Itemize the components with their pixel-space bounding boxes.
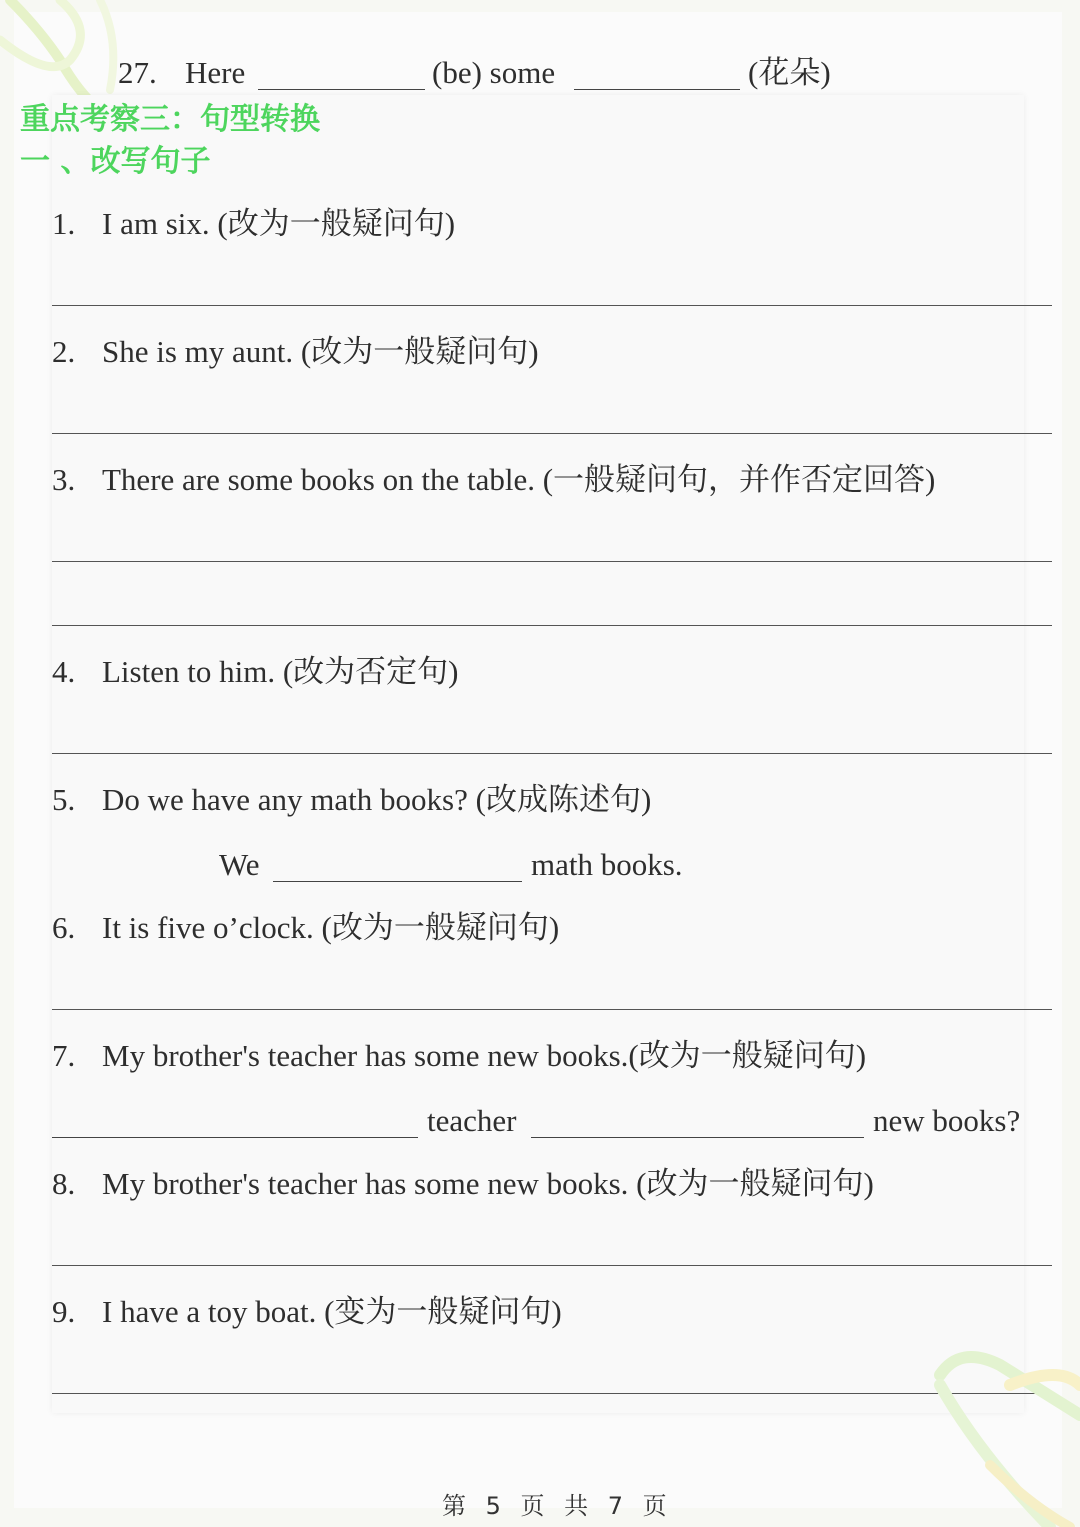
question-5-fill-end: math books. [531, 847, 683, 882]
question-2-number: 2. [52, 334, 76, 369]
item-27-blank-2[interactable] [574, 89, 740, 90]
answer-line-3b[interactable] [52, 625, 1052, 626]
answer-line-4[interactable] [52, 753, 1052, 754]
question-5-text: Do we have any math books? (改成陈述句) [102, 782, 652, 817]
item-27-text-here: Here [185, 55, 246, 90]
question-2-text: She is my aunt. (改为一般疑问句) [102, 334, 539, 369]
question-7-blank-2[interactable] [531, 1137, 864, 1138]
answer-line-3a[interactable] [52, 561, 1052, 562]
question-4-number: 4. [52, 654, 76, 689]
question-4-text: Listen to him. (改为否定句) [102, 654, 459, 689]
answer-line-6[interactable] [52, 1009, 1052, 1010]
page-number-footer: 第 5 页 共 7 页 [442, 1492, 673, 1520]
question-6-number: 6. [52, 910, 76, 945]
question-7-fill-mid: teacher [427, 1103, 517, 1138]
question-1-text: I am six. (改为一般疑问句) [102, 206, 456, 241]
question-5-number: 5. [52, 782, 76, 817]
question-7-number: 7. [52, 1038, 76, 1073]
question-3-number: 3. [52, 462, 76, 497]
section-subtitle: 一 、改写句子 [20, 144, 211, 179]
question-7-fill-end: new books? [873, 1103, 1021, 1138]
exercise-card [52, 95, 1024, 1413]
answer-line-9[interactable] [52, 1393, 1052, 1394]
question-7-text: My brother's teacher has some new books.(改为一般疑问句) [102, 1038, 867, 1073]
question-7-blank-1[interactable] [52, 1137, 418, 1138]
item-27-number: 27. [118, 55, 157, 90]
answer-line-8[interactable] [52, 1265, 1052, 1266]
question-3-text: There are some books on the table. (一般疑问句，并作否定回答) [102, 462, 936, 497]
question-5-fill-start: We [219, 847, 260, 882]
question-9-number: 9. [52, 1294, 76, 1329]
question-8-text: My brother's teacher has some new books. (改为一般疑问句) [102, 1166, 874, 1201]
question-6-text: It is five o’clock. (改为一般疑问句) [102, 910, 560, 945]
answer-line-1[interactable] [52, 305, 1052, 306]
item-27-text-flowers: (花朵) [748, 55, 831, 90]
section-title: 重点考察三：句型转换 [20, 102, 320, 137]
item-27-blank-1[interactable] [258, 89, 425, 90]
question-8-number: 8. [52, 1166, 76, 1201]
question-1-number: 1. [52, 206, 76, 241]
item-27-text-be-some: (be) some [432, 55, 556, 90]
answer-line-2[interactable] [52, 433, 1052, 434]
question-9-text: I have a toy boat. (变为一般疑问句) [102, 1294, 562, 1329]
question-5-blank[interactable] [273, 881, 522, 882]
